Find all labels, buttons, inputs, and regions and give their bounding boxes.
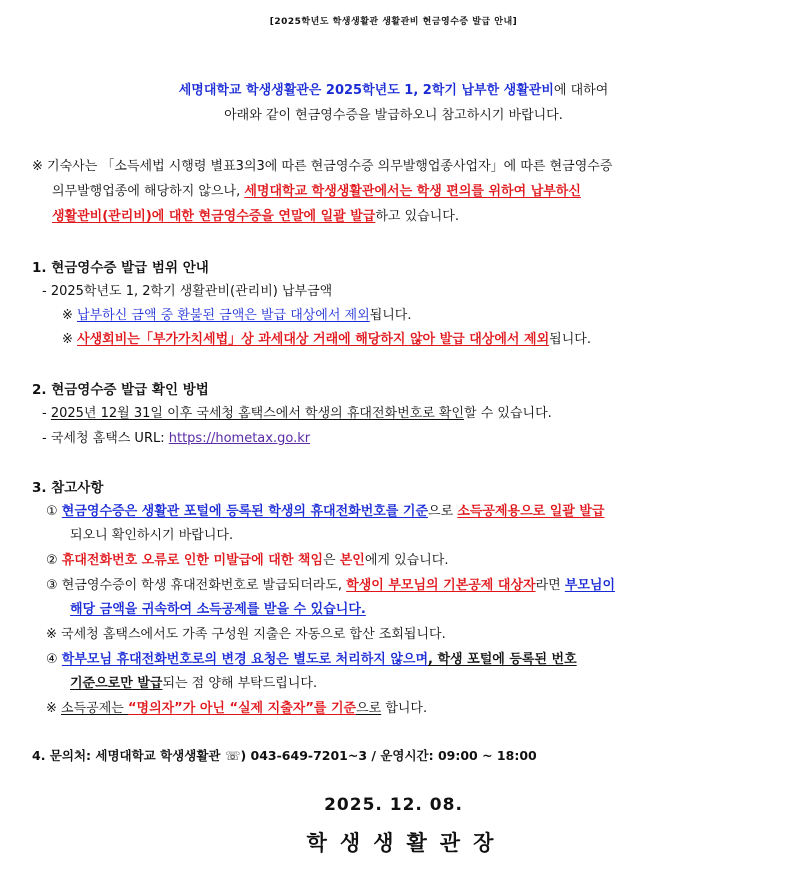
section-3-note-2-rest: 합니다. <box>381 701 428 716</box>
hometax-link[interactable]: https://hometax.go.kr <box>168 431 311 446</box>
intro-highlight: 세명대학교 학생생활관은 2025학년도 1, 2학기 납부한 생활관비 <box>178 83 554 98</box>
section-3-item-3-blue-1: 부모님이 <box>564 578 616 593</box>
section-1-sub-1-blue: 납부하신 금액 중 환불된 금액은 발급 대상에서 제외 <box>77 308 370 323</box>
section-1-sub-1-rest: 됩니다. <box>369 308 412 323</box>
section-3-item-3 <box>46 574 615 593</box>
section-3-note-2-underlined-1: 소득공제는 <box>61 701 128 716</box>
circled-number-1: ① <box>46 504 62 519</box>
section-3-item-2-mid: 은 <box>323 553 340 568</box>
section-3-note-1: ※ 국세청 홈택스에서도 가족 구성원 지출은 자동으로 합산 조회됩니다. <box>46 627 446 642</box>
section-1-sub-2 <box>62 328 591 347</box>
hometax-url-label: - 국세청 홈택스 URL: <box>42 431 169 446</box>
section-3-item-3-red: 학생이 부모님의 기본공제 대상자 <box>346 578 536 593</box>
note-mark: ※ <box>62 332 78 347</box>
section-2-heading: 2. 현금영수증 발급 확인 방법 <box>32 382 209 398</box>
notice-line-1: ※ 기숙사는 「소득세법 시행령 별표3의3에 따른 현금영수증 의무발행업종사업자」에 따른 현금영수증 <box>32 159 613 174</box>
page-title: [2025학년도 학생생활관 생활관비 현금영수증 발급 안내] <box>269 17 518 27</box>
section-3-item-3-blue-2: 해당 금액을 귀속하여 소득공제를 받을 수 있습니다. <box>70 602 366 617</box>
section-3-item-4-rest: 되는 점 양해 부탁드립니다. <box>162 676 318 691</box>
section-3-item-2 <box>46 549 448 568</box>
notice-line-3 <box>52 205 459 224</box>
section-3-item-1-mid: 으로 <box>428 504 458 519</box>
section-3-item-2-red-1: 휴대전화번호 오류로 인한 미발급에 대한 책임 <box>61 553 324 568</box>
section-3-item-1-blue: 현금영수증은 생활관 포털에 등록된 학생의 휴대전화번호를 기준 <box>61 504 429 519</box>
circled-number-2: ② <box>46 553 62 568</box>
section-3-note-2-red: “명의자”가 아닌 “실제 지출자”를 기준 <box>127 701 357 716</box>
section-3-note-2-underlined-2: 으로 <box>356 701 382 716</box>
section-1-item: - 2025학년도 1, 2학기 생활관비(관리비) 납부금액 <box>42 284 333 299</box>
notice-line-2-plain: 의무발행업종에 해당하지 않으나, <box>52 184 245 199</box>
section-3-item-3-plain: ③ 현금영수증이 학생 휴대전화번호로 발급되더라도, <box>46 578 347 593</box>
section-3-item-4-blue: 학부모님 휴대전화번호로의 변경 요청은 별도로 처리하지 않으며 <box>61 652 429 667</box>
section-2-item-1-rest: 할 수 있습니다. <box>464 406 552 421</box>
section-2-item-1-underlined: 2025년 12월 31일 이후 국세청 홈택스에서 학생의 휴대전화번호로 확인 <box>50 406 465 421</box>
section-1-sub-2-red: 사생회비는「부가가치세법」상 과세대상 거래에 해당하지 않아 발급 대상에서 제외 <box>77 332 550 347</box>
circled-number-4: ④ <box>46 652 62 667</box>
section-3-item-4 <box>46 648 577 667</box>
notice-line-3-red: 생활관비(관리비)에 대한 현금영수증을 연말에 일괄 발급 <box>52 209 376 224</box>
section-3-item-1-red: 소득공제용으로 일괄 발급 <box>457 504 605 519</box>
section-3-item-3-line-2 <box>70 598 366 617</box>
notice-line-2 <box>52 180 581 199</box>
section-1-sub-1 <box>62 304 412 323</box>
contact-info: 4. 문의처: 세명대학교 학생생활관 ☏) 043-649-7201~3 / 운영시간: 09:00 ~ 18:00 <box>32 748 537 763</box>
intro-line-1 <box>0 79 787 98</box>
section-3-item-2-red-2: 본인 <box>339 553 365 568</box>
note-mark: ※ <box>46 701 62 716</box>
section-3-item-4-line-2 <box>70 672 317 691</box>
section-1-sub-2-rest: 됩니다. <box>549 332 591 347</box>
section-3-item-4-underlined-1: , 학생 포털에 등록된 번호 <box>428 652 577 667</box>
intro-line-2: 아래와 같이 현금영수증을 발급하오니 참고하시기 바랍니다. <box>224 108 563 123</box>
notice-line-3-plain: 하고 있습니다. <box>375 209 459 224</box>
intro-line-1-rest: 에 대하여 <box>553 83 609 98</box>
dash-mark: - <box>42 406 51 421</box>
section-3-heading: 3. 참고사항 <box>32 480 104 496</box>
notice-line-2-red: 세명대학교 학생생활관에서는 학생 편의를 위하여 납부하신 <box>244 184 581 199</box>
issue-date: 2025. 12. 08. <box>324 795 463 815</box>
section-2-item-1 <box>42 402 552 421</box>
section-3-item-1 <box>46 500 604 519</box>
note-mark: ※ <box>62 308 78 323</box>
section-3-item-3-mid: 라면 <box>535 578 565 593</box>
signature: 학생생활관장 <box>306 831 507 855</box>
section-3-item-4-underlined-2: 기준으로만 발급 <box>70 676 163 691</box>
section-3-item-2-rest: 에게 있습니다. <box>364 553 449 568</box>
section-3-item-1-line-2: 되오니 확인하시기 바랍니다. <box>70 528 234 543</box>
section-2-item-2 <box>42 427 310 446</box>
section-3-note-2 <box>46 697 427 716</box>
section-1-heading: 1. 현금영수증 발급 범위 안내 <box>32 260 209 276</box>
